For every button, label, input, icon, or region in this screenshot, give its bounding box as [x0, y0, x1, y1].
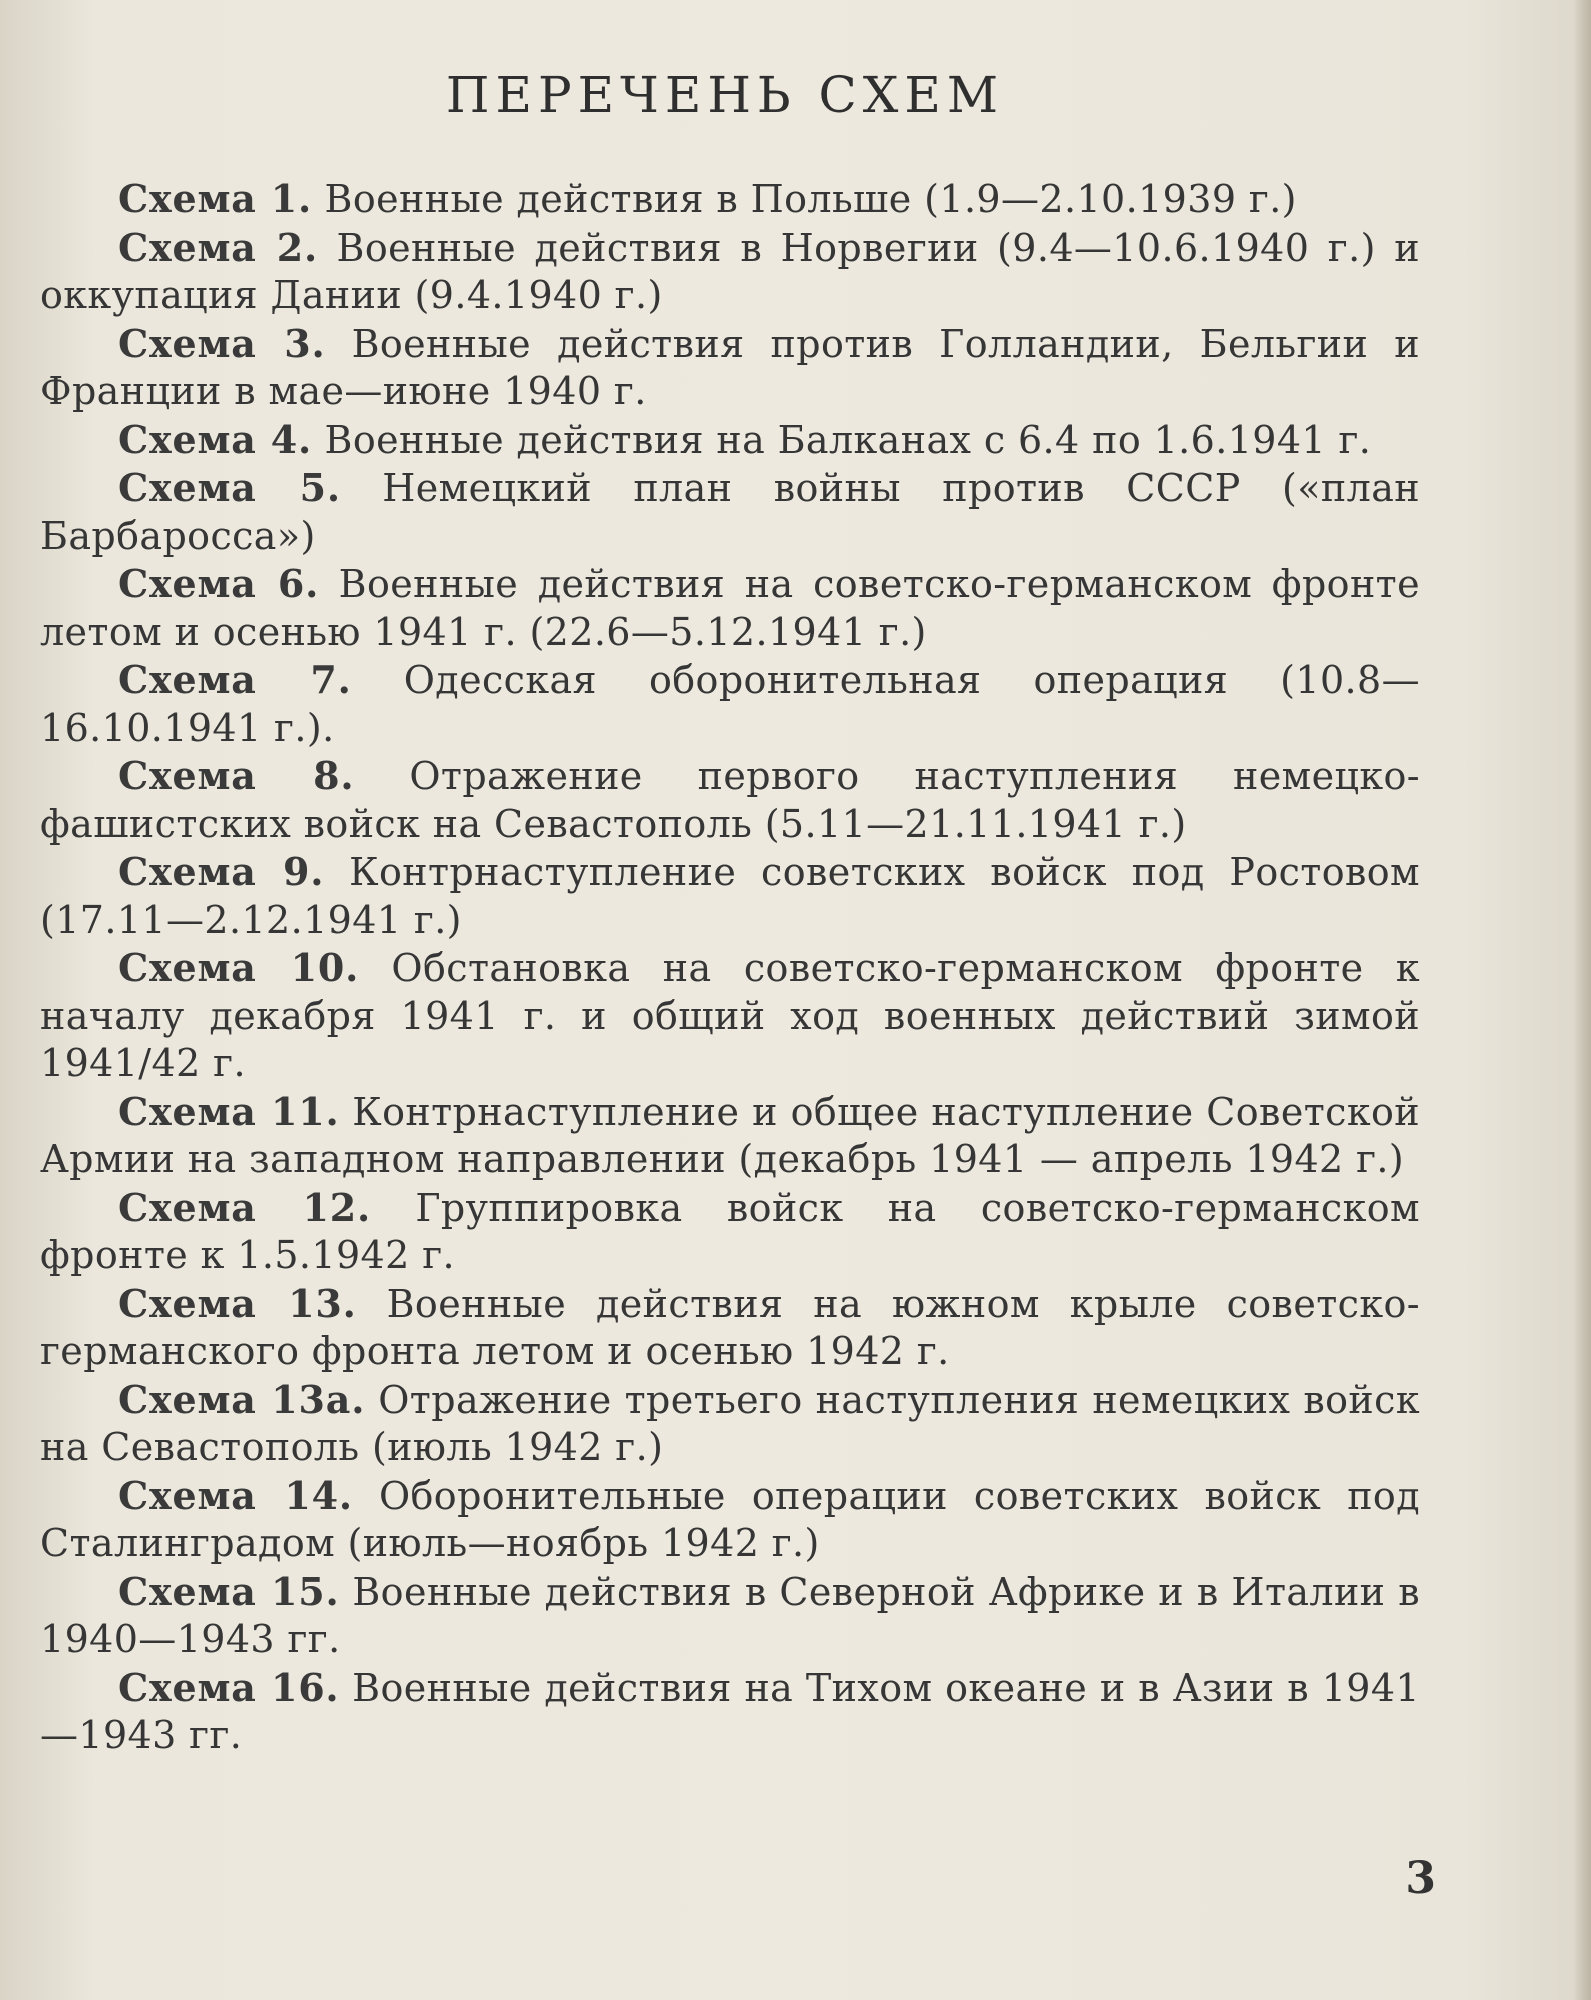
scheme-description: Военные действия в Польше (1.9—2.10.1939 г.): [312, 177, 1297, 221]
list-item-scheme-15: [40, 1568, 1420, 1664]
scheme-description: Отражение первого наступления немецко-фашистских войск на Севастополь (5.11—21.11.1941 г.): [40, 754, 1420, 846]
list-item-scheme-10: [40, 944, 1420, 1088]
scheme-label: Схема 12.: [118, 1184, 372, 1230]
scheme-description: Отражение третьего наступления немецких войск на Севастополь (июль 1942 г.): [40, 1377, 1420, 1469]
list-item-scheme-14: [40, 1472, 1420, 1568]
scheme-description: Контрнаступление советских войск под Ростовом (17.11—2.12.1941 г.): [40, 850, 1421, 942]
scheme-description: Военные действия в Северной Африке и в Италии в 1940—1943 гг.: [40, 1569, 1420, 1661]
list-item-scheme-8: [40, 752, 1420, 848]
scheme-description: Военные действия на Балканах с 6.4 по 1.6.1941 г.: [312, 417, 1372, 462]
scheme-description: Группировка войск на советско-германском фронте к 1.5.1942 г.: [40, 1185, 1421, 1277]
scheme-label: Схема 15.: [118, 1568, 340, 1614]
list-item-scheme-12: [40, 1184, 1420, 1280]
list-item-scheme-13a: [40, 1376, 1420, 1472]
scheme-description: Обстановка на советско-германском фронте к началу декабря 1941 г. и общий ход военных действий зимой 1941/42 г.: [40, 946, 1421, 1085]
scheme-label: Схема 13.: [118, 1280, 357, 1326]
list-item-scheme-3: [40, 320, 1420, 416]
scheme-description: Военные действия против Голландии, Бельгии и Франции в мае—июне 1940 г.: [40, 321, 1420, 413]
scheme-description: Военные действия на Тихом океане и в Азии в 1941—1943 гг.: [40, 1665, 1420, 1757]
list-item-scheme-13: [40, 1280, 1420, 1376]
scheme-label: Схема 5.: [118, 465, 341, 510]
scheme-description: Контрнаступление и общее наступление Советской Армии на западном направлении (декабрь 1941 — апрель 1942 г.): [40, 1089, 1420, 1181]
scheme-label: Схема 16.: [118, 1664, 340, 1710]
scheme-label: Схема 8.: [118, 753, 355, 798]
scheme-description: Оборонительные операции советских войск под Сталинградом (июль—ноябрь 1942 г.): [40, 1473, 1420, 1565]
scheme-label: Схема 9.: [118, 849, 325, 894]
scheme-description: Одесская оборонительная операция (10.8—16.10.1941 г.).: [40, 658, 1420, 750]
page-number: 3: [1405, 1853, 1436, 1904]
scheme-label: Схема 10.: [118, 945, 360, 990]
scheme-description: Военные действия на южном крыле советско-германского фронта летом и осенью 1942 г.: [40, 1281, 1420, 1373]
scheme-label: Схема 7.: [118, 657, 352, 702]
scheme-label: Схема 6.: [118, 561, 320, 606]
scheme-label: Схема 4.: [118, 416, 313, 462]
scheme-label: Схема 11.: [118, 1088, 340, 1134]
list-item-scheme-6: [40, 560, 1420, 656]
list-item-scheme-5: [40, 464, 1420, 560]
scheme-label: Схема 2.: [118, 224, 319, 270]
list-item-scheme-2: [40, 224, 1420, 320]
scheme-label: Схема 13а.: [118, 1376, 366, 1422]
list-item-scheme-1: [40, 175, 1420, 224]
page-edge-shadow: [1573, 0, 1591, 2000]
scheme-description: Военные действия в Норвегии (9.4—10.6.1940 г.) и оккупация Дании (9.4.1940 г.): [40, 225, 1420, 317]
list-item-scheme-11: [40, 1088, 1420, 1184]
list-item-scheme-16: [40, 1664, 1420, 1760]
scheme-description: Военные действия на советско-германском фронте летом и осенью 1941 г. (22.6—5.12.1941 г.): [40, 562, 1420, 654]
list-item-scheme-7: [40, 656, 1420, 752]
scheme-label: Схема 1.: [118, 176, 313, 221]
scheme-label: Схема 14.: [118, 1472, 353, 1518]
schemes-list: [40, 175, 1420, 1760]
list-item-scheme-9: [40, 848, 1420, 944]
list-item-scheme-4: [40, 416, 1420, 465]
scheme-description: Немецкий план войны против СССР («план Барбаросса»): [40, 466, 1420, 558]
page-title: ПЕРЕЧЕНЬ СХЕМ: [445, 66, 1005, 124]
scheme-label: Схема 3.: [118, 320, 326, 366]
